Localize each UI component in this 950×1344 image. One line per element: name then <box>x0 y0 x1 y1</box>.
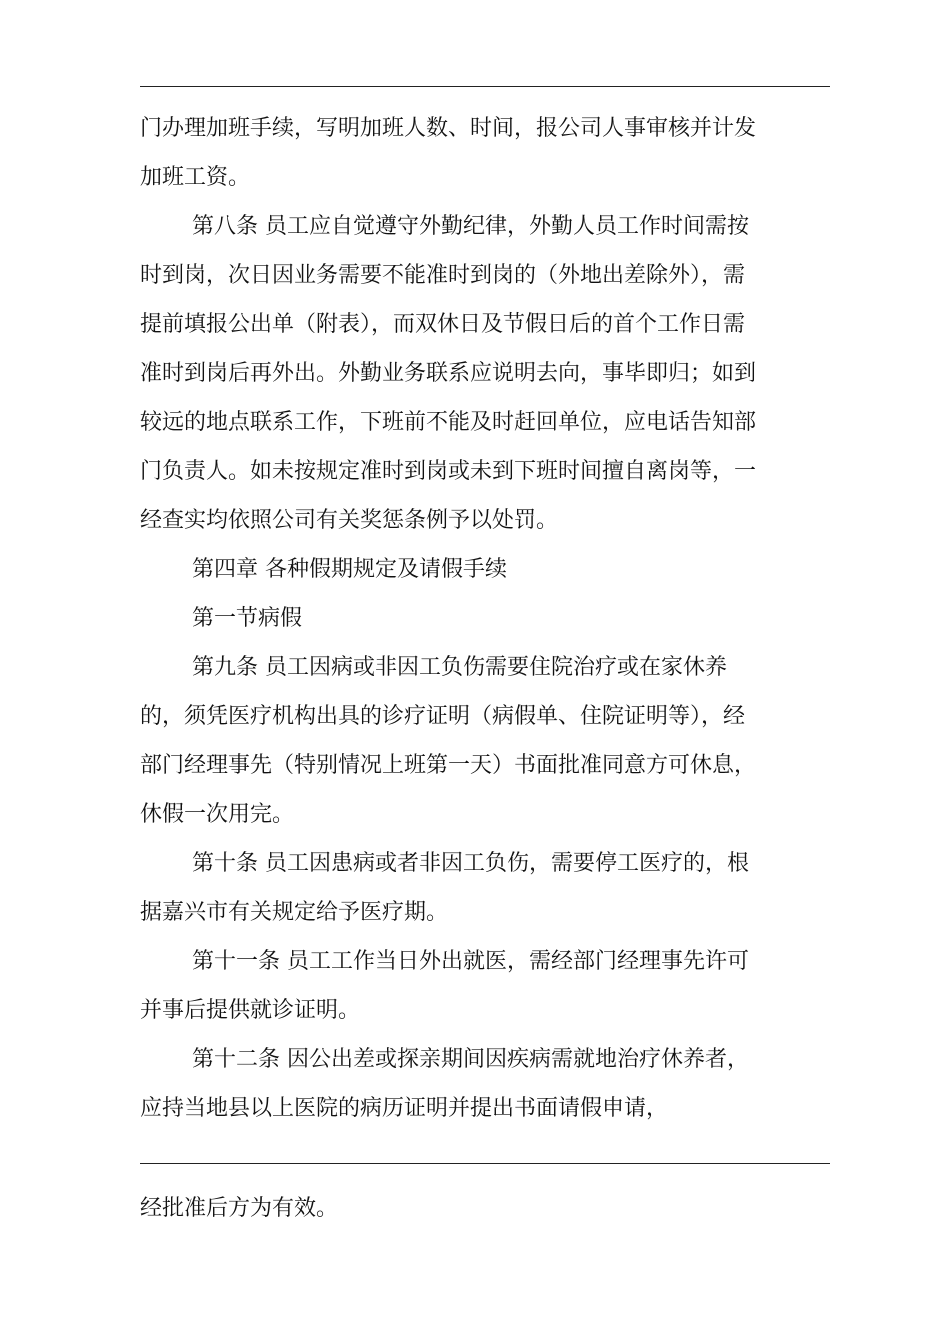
text-line: 较远的地点联系工作，下班前不能及时赶回单位，应电话告知部 <box>140 410 757 435</box>
chapter-heading: 第四章 各种假期规定及请假手续 <box>192 557 507 582</box>
text-line: 门负责人。如未按规定准时到岗或未到下班时间擅自离岗等，一 <box>140 459 757 484</box>
text-line: 第九条 员工因病或非因工负伤需要住院治疗或在家休养 <box>192 655 727 680</box>
text-line: 并事后提供就诊证明。 <box>140 998 361 1023</box>
text-line: 门办理加班手续，写明加班人数、时间，报公司人事审核并计发 <box>140 116 757 141</box>
text-line: 部门经理事先（特别情况上班第一天）书面批准同意方可休息， <box>140 753 757 778</box>
text-line: 休假一次用完。 <box>140 802 295 827</box>
text-line: 第十二条 因公出差或探亲期间因疾病需就地治疗休养者， <box>192 1047 749 1072</box>
text-line: 加班工资。 <box>140 165 251 190</box>
text-line: 经查实均依照公司有关奖惩条例予以处罚。 <box>140 508 559 533</box>
next-page-text: 经批准后方为有效。 <box>140 1196 339 1221</box>
section-heading: 第一节病假 <box>192 606 303 631</box>
text-line: 提前填报公出单（附表），而双休日及节假日后的首个工作日需 <box>140 312 746 337</box>
text-line: 第十一条 员工工作当日外出就医，需经部门经理事先许可 <box>192 949 749 974</box>
text-line: 第八条 员工应自觉遵守外勤纪律，外勤人员工作时间需按 <box>192 214 749 239</box>
text-line: 准时到岗后再外出。外勤业务联系应说明去向，事毕即归；如到 <box>140 361 757 386</box>
text-line: 应持当地县以上医院的病历证明并提出书面请假申请， <box>140 1096 669 1121</box>
top-rule <box>140 86 830 87</box>
text-line: 的，须凭医疗机构出具的诊疗证明（病假单、住院证明等），经 <box>140 704 746 729</box>
text-line: 第十条 员工因患病或者非因工负伤，需要停工医疗的，根 <box>192 851 749 876</box>
text-line: 据嘉兴市有关规定给予医疗期。 <box>140 900 449 925</box>
document-body <box>140 104 830 1133</box>
text-line: 时到岗，次日因业务需要不能准时到岗的（外地出差除外），需 <box>140 263 746 288</box>
bottom-rule <box>140 1163 830 1164</box>
